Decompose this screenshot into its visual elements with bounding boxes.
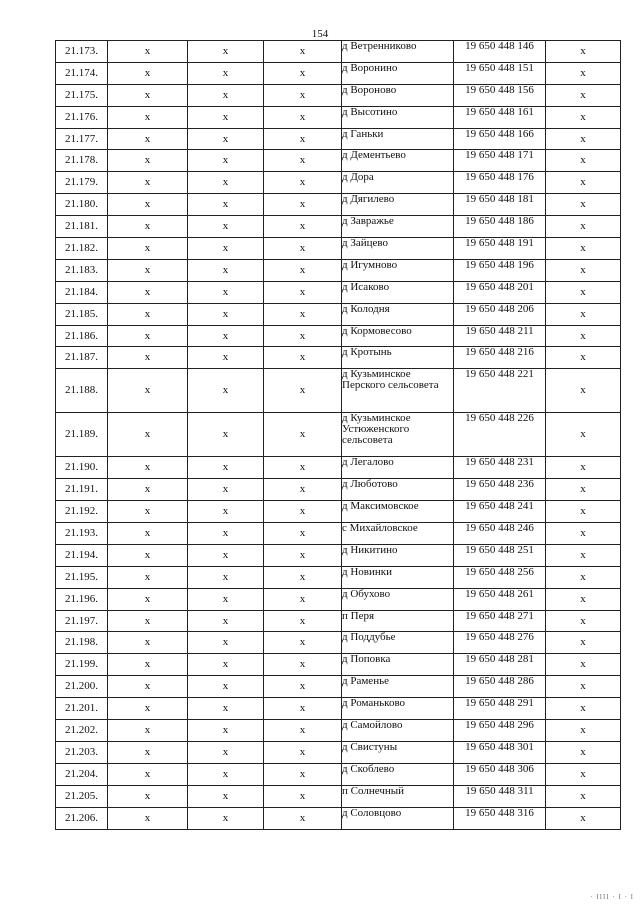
table-row xyxy=(56,281,621,303)
settlement-name-cell: д Дора xyxy=(342,172,454,194)
table-row xyxy=(56,610,621,632)
row-number-cell: 21.199. xyxy=(56,654,108,676)
x-cell: x xyxy=(264,84,342,106)
x-cell: x xyxy=(546,720,621,742)
settlement-name-cell: п Перя xyxy=(342,610,454,632)
x-cell: x xyxy=(108,216,188,238)
oktmo-code-cell: 19 650 448 221 xyxy=(454,369,546,413)
x-cell: x xyxy=(108,194,188,216)
settlements-table xyxy=(55,40,621,830)
x-cell: x xyxy=(264,588,342,610)
x-cell: x xyxy=(264,150,342,172)
settlement-name-cell: д Романьково xyxy=(342,698,454,720)
settlement-name-cell: с Михайловское xyxy=(342,523,454,545)
x-cell: x xyxy=(264,172,342,194)
x-cell: x xyxy=(108,62,188,84)
x-cell: x xyxy=(546,216,621,238)
row-number-cell: 21.195. xyxy=(56,566,108,588)
table-row xyxy=(56,84,621,106)
x-cell: x xyxy=(108,106,188,128)
oktmo-code-cell: 19 650 448 276 xyxy=(454,632,546,654)
table-row xyxy=(56,807,621,829)
x-cell: x xyxy=(546,84,621,106)
x-cell: x xyxy=(108,281,188,303)
table-row xyxy=(56,566,621,588)
x-cell: x xyxy=(546,523,621,545)
settlement-name-cell: д Поддубье xyxy=(342,632,454,654)
x-cell: x xyxy=(264,523,342,545)
settlement-name-cell: д Новинки xyxy=(342,566,454,588)
oktmo-code-cell: 19 650 448 236 xyxy=(454,479,546,501)
table-row xyxy=(56,741,621,763)
table-row xyxy=(56,523,621,545)
x-cell: x xyxy=(546,654,621,676)
x-cell: x xyxy=(188,84,264,106)
row-number-cell: 21.193. xyxy=(56,523,108,545)
x-cell: x xyxy=(264,698,342,720)
settlement-name-cell: д Кормовесово xyxy=(342,325,454,347)
settlement-name-cell: д Ганьки xyxy=(342,128,454,150)
x-cell: x xyxy=(188,544,264,566)
x-cell: x xyxy=(188,216,264,238)
table-body xyxy=(56,41,621,830)
x-cell: x xyxy=(188,281,264,303)
x-cell: x xyxy=(108,347,188,369)
oktmo-code-cell: 19 650 448 296 xyxy=(454,720,546,742)
x-cell: x xyxy=(264,62,342,84)
table-row xyxy=(56,194,621,216)
x-cell: x xyxy=(546,501,621,523)
x-cell: x xyxy=(108,457,188,479)
oktmo-code-cell: 19 650 448 241 xyxy=(454,501,546,523)
row-number-cell: 21.186. xyxy=(56,325,108,347)
row-number-cell: 21.205. xyxy=(56,785,108,807)
settlement-name-cell: д Вороново xyxy=(342,84,454,106)
table-row xyxy=(56,325,621,347)
x-cell: x xyxy=(546,238,621,260)
table-row xyxy=(56,259,621,281)
x-cell: x xyxy=(264,741,342,763)
x-cell: x xyxy=(264,544,342,566)
x-cell: x xyxy=(108,325,188,347)
settlement-name-cell: д Высотино xyxy=(342,106,454,128)
x-cell: x xyxy=(108,479,188,501)
x-cell: x xyxy=(546,172,621,194)
row-number-cell: 21.202. xyxy=(56,720,108,742)
x-cell: x xyxy=(264,676,342,698)
row-number-cell: 21.200. xyxy=(56,676,108,698)
x-cell: x xyxy=(546,303,621,325)
table-row xyxy=(56,216,621,238)
table-row xyxy=(56,479,621,501)
x-cell: x xyxy=(188,807,264,829)
x-cell: x xyxy=(264,369,342,413)
x-cell: x xyxy=(188,128,264,150)
x-cell: x xyxy=(546,610,621,632)
row-number-cell: 21.188. xyxy=(56,369,108,413)
table-row xyxy=(56,369,621,413)
x-cell: x xyxy=(108,632,188,654)
table-row xyxy=(56,632,621,654)
x-cell: x xyxy=(546,128,621,150)
settlement-name-cell: д Максимовское xyxy=(342,501,454,523)
table-row xyxy=(56,654,621,676)
oktmo-code-cell: 19 650 448 191 xyxy=(454,238,546,260)
x-cell: x xyxy=(108,807,188,829)
table-row xyxy=(56,698,621,720)
row-number-cell: 21.197. xyxy=(56,610,108,632)
x-cell: x xyxy=(108,128,188,150)
row-number-cell: 21.173. xyxy=(56,41,108,63)
x-cell: x xyxy=(108,238,188,260)
oktmo-code-cell: 19 650 448 171 xyxy=(454,150,546,172)
table-row xyxy=(56,41,621,63)
settlement-name-cell: д Свистуны xyxy=(342,741,454,763)
x-cell: x xyxy=(264,654,342,676)
settlement-name-cell: д Самойлово xyxy=(342,720,454,742)
row-number-cell: 21.175. xyxy=(56,84,108,106)
oktmo-code-cell: 19 650 448 261 xyxy=(454,588,546,610)
x-cell: x xyxy=(264,785,342,807)
scan-marks: · IIII · I · I xyxy=(590,893,634,901)
x-cell: x xyxy=(546,676,621,698)
x-cell: x xyxy=(188,369,264,413)
oktmo-code-cell: 19 650 448 251 xyxy=(454,544,546,566)
x-cell: x xyxy=(546,347,621,369)
x-cell: x xyxy=(108,172,188,194)
x-cell: x xyxy=(188,303,264,325)
x-cell: x xyxy=(264,807,342,829)
row-number-cell: 21.206. xyxy=(56,807,108,829)
x-cell: x xyxy=(188,501,264,523)
x-cell: x xyxy=(108,259,188,281)
x-cell: x xyxy=(108,501,188,523)
oktmo-code-cell: 19 650 448 176 xyxy=(454,172,546,194)
oktmo-code-cell: 19 650 448 301 xyxy=(454,741,546,763)
oktmo-code-cell: 19 650 448 211 xyxy=(454,325,546,347)
x-cell: x xyxy=(188,566,264,588)
settlement-name-cell: д Люботово xyxy=(342,479,454,501)
x-cell: x xyxy=(546,698,621,720)
x-cell: x xyxy=(188,194,264,216)
x-cell: x xyxy=(188,238,264,260)
x-cell: x xyxy=(546,369,621,413)
x-cell: x xyxy=(264,413,342,457)
settlement-name-cell: д Колодня xyxy=(342,303,454,325)
x-cell: x xyxy=(108,544,188,566)
x-cell: x xyxy=(546,325,621,347)
table-row xyxy=(56,763,621,785)
x-cell: x xyxy=(188,763,264,785)
x-cell: x xyxy=(188,632,264,654)
settlement-name-cell: д Воронино xyxy=(342,62,454,84)
settlement-name-cell: д Скоблево xyxy=(342,763,454,785)
row-number-cell: 21.180. xyxy=(56,194,108,216)
x-cell: x xyxy=(108,588,188,610)
table-row xyxy=(56,172,621,194)
row-number-cell: 21.203. xyxy=(56,741,108,763)
x-cell: x xyxy=(546,544,621,566)
settlement-name-cell: д Кузьминское Перского сельсовета xyxy=(342,369,454,413)
settlement-name-cell: д Обухово xyxy=(342,588,454,610)
x-cell: x xyxy=(188,325,264,347)
x-cell: x xyxy=(264,347,342,369)
x-cell: x xyxy=(108,763,188,785)
x-cell: x xyxy=(188,676,264,698)
x-cell: x xyxy=(264,632,342,654)
x-cell: x xyxy=(188,588,264,610)
x-cell: x xyxy=(188,741,264,763)
x-cell: x xyxy=(188,457,264,479)
settlement-name-cell: д Дягилево xyxy=(342,194,454,216)
x-cell: x xyxy=(108,676,188,698)
row-number-cell: 21.176. xyxy=(56,106,108,128)
x-cell: x xyxy=(546,588,621,610)
x-cell: x xyxy=(264,194,342,216)
x-cell: x xyxy=(264,41,342,63)
table-row xyxy=(56,62,621,84)
x-cell: x xyxy=(188,523,264,545)
table-row xyxy=(56,413,621,457)
row-number-cell: 21.194. xyxy=(56,544,108,566)
x-cell: x xyxy=(264,566,342,588)
x-cell: x xyxy=(546,62,621,84)
x-cell: x xyxy=(264,763,342,785)
x-cell: x xyxy=(546,106,621,128)
oktmo-code-cell: 19 650 448 201 xyxy=(454,281,546,303)
oktmo-code-cell: 19 650 448 286 xyxy=(454,676,546,698)
x-cell: x xyxy=(108,566,188,588)
x-cell: x xyxy=(264,479,342,501)
x-cell: x xyxy=(188,62,264,84)
table-row xyxy=(56,238,621,260)
x-cell: x xyxy=(108,698,188,720)
table-row xyxy=(56,544,621,566)
row-number-cell: 21.196. xyxy=(56,588,108,610)
table-row xyxy=(56,128,621,150)
x-cell: x xyxy=(546,566,621,588)
oktmo-code-cell: 19 650 448 256 xyxy=(454,566,546,588)
row-number-cell: 21.177. xyxy=(56,128,108,150)
table-row xyxy=(56,588,621,610)
x-cell: x xyxy=(108,41,188,63)
row-number-cell: 21.179. xyxy=(56,172,108,194)
x-cell: x xyxy=(188,150,264,172)
x-cell: x xyxy=(108,413,188,457)
page-number: 154 xyxy=(311,28,329,40)
oktmo-code-cell: 19 650 448 281 xyxy=(454,654,546,676)
row-number-cell: 21.198. xyxy=(56,632,108,654)
x-cell: x xyxy=(546,281,621,303)
table-row xyxy=(56,303,621,325)
x-cell: x xyxy=(264,106,342,128)
row-number-cell: 21.192. xyxy=(56,501,108,523)
x-cell: x xyxy=(188,413,264,457)
x-cell: x xyxy=(546,807,621,829)
x-cell: x xyxy=(264,128,342,150)
x-cell: x xyxy=(108,741,188,763)
table-row xyxy=(56,676,621,698)
row-number-cell: 21.183. xyxy=(56,259,108,281)
row-number-cell: 21.184. xyxy=(56,281,108,303)
settlement-name-cell: д Дементьево xyxy=(342,150,454,172)
settlement-name-cell: д Кузьминское Устюженского сельсовета xyxy=(342,413,454,457)
table-row xyxy=(56,106,621,128)
x-cell: x xyxy=(546,150,621,172)
x-cell: x xyxy=(264,501,342,523)
oktmo-code-cell: 19 650 448 231 xyxy=(454,457,546,479)
x-cell: x xyxy=(188,259,264,281)
x-cell: x xyxy=(188,106,264,128)
oktmo-code-cell: 19 650 448 166 xyxy=(454,128,546,150)
x-cell: x xyxy=(264,281,342,303)
oktmo-code-cell: 19 650 448 226 xyxy=(454,413,546,457)
row-number-cell: 21.191. xyxy=(56,479,108,501)
oktmo-code-cell: 19 650 448 216 xyxy=(454,347,546,369)
settlement-name-cell: п Солнечный xyxy=(342,785,454,807)
settlement-name-cell: д Соловцово xyxy=(342,807,454,829)
x-cell: x xyxy=(188,720,264,742)
table-row xyxy=(56,720,621,742)
x-cell: x xyxy=(108,654,188,676)
x-cell: x xyxy=(264,325,342,347)
x-cell: x xyxy=(108,150,188,172)
x-cell: x xyxy=(546,413,621,457)
x-cell: x xyxy=(264,238,342,260)
oktmo-code-cell: 19 650 448 156 xyxy=(454,84,546,106)
settlement-name-cell: д Зайцево xyxy=(342,238,454,260)
x-cell: x xyxy=(108,785,188,807)
x-cell: x xyxy=(546,479,621,501)
row-number-cell: 21.201. xyxy=(56,698,108,720)
x-cell: x xyxy=(546,41,621,63)
x-cell: x xyxy=(264,457,342,479)
row-number-cell: 21.204. xyxy=(56,763,108,785)
x-cell: x xyxy=(546,194,621,216)
x-cell: x xyxy=(188,172,264,194)
row-number-cell: 21.189. xyxy=(56,413,108,457)
table-row xyxy=(56,150,621,172)
row-number-cell: 21.181. xyxy=(56,216,108,238)
x-cell: x xyxy=(188,347,264,369)
x-cell: x xyxy=(108,610,188,632)
oktmo-code-cell: 19 650 448 181 xyxy=(454,194,546,216)
settlement-name-cell: д Игумново xyxy=(342,259,454,281)
settlement-name-cell: д Раменье xyxy=(342,676,454,698)
x-cell: x xyxy=(264,720,342,742)
settlement-name-cell: д Ветренниково xyxy=(342,41,454,63)
table-row xyxy=(56,785,621,807)
x-cell: x xyxy=(108,303,188,325)
row-number-cell: 21.182. xyxy=(56,238,108,260)
table-row xyxy=(56,457,621,479)
oktmo-code-cell: 19 650 448 146 xyxy=(454,41,546,63)
row-number-cell: 21.174. xyxy=(56,62,108,84)
settlement-name-cell: д Кротынь xyxy=(342,347,454,369)
row-number-cell: 21.190. xyxy=(56,457,108,479)
x-cell: x xyxy=(188,698,264,720)
x-cell: x xyxy=(108,720,188,742)
oktmo-code-cell: 19 650 448 271 xyxy=(454,610,546,632)
oktmo-code-cell: 19 650 448 161 xyxy=(454,106,546,128)
x-cell: x xyxy=(108,84,188,106)
oktmo-code-cell: 19 650 448 186 xyxy=(454,216,546,238)
table-row xyxy=(56,347,621,369)
x-cell: x xyxy=(188,479,264,501)
x-cell: x xyxy=(108,523,188,545)
x-cell: x xyxy=(264,216,342,238)
x-cell: x xyxy=(108,369,188,413)
settlement-name-cell: д Исаково xyxy=(342,281,454,303)
oktmo-code-cell: 19 650 448 311 xyxy=(454,785,546,807)
x-cell: x xyxy=(546,632,621,654)
oktmo-code-cell: 19 650 448 151 xyxy=(454,62,546,84)
row-number-cell: 21.178. xyxy=(56,150,108,172)
row-number-cell: 21.185. xyxy=(56,303,108,325)
x-cell: x xyxy=(188,785,264,807)
oktmo-code-cell: 19 650 448 291 xyxy=(454,698,546,720)
settlement-name-cell: д Завражье xyxy=(342,216,454,238)
row-number-cell: 21.187. xyxy=(56,347,108,369)
x-cell: x xyxy=(188,610,264,632)
oktmo-code-cell: 19 650 448 316 xyxy=(454,807,546,829)
x-cell: x xyxy=(188,654,264,676)
x-cell: x xyxy=(546,457,621,479)
settlement-name-cell: д Поповка xyxy=(342,654,454,676)
x-cell: x xyxy=(264,259,342,281)
oktmo-code-cell: 19 650 448 306 xyxy=(454,763,546,785)
x-cell: x xyxy=(264,303,342,325)
x-cell: x xyxy=(546,763,621,785)
settlement-name-cell: д Никитино xyxy=(342,544,454,566)
oktmo-code-cell: 19 650 448 206 xyxy=(454,303,546,325)
table-row xyxy=(56,501,621,523)
oktmo-code-cell: 19 650 448 246 xyxy=(454,523,546,545)
x-cell: x xyxy=(264,610,342,632)
x-cell: x xyxy=(546,259,621,281)
x-cell: x xyxy=(546,741,621,763)
settlement-name-cell: д Легалово xyxy=(342,457,454,479)
x-cell: x xyxy=(546,785,621,807)
oktmo-code-cell: 19 650 448 196 xyxy=(454,259,546,281)
x-cell: x xyxy=(188,41,264,63)
